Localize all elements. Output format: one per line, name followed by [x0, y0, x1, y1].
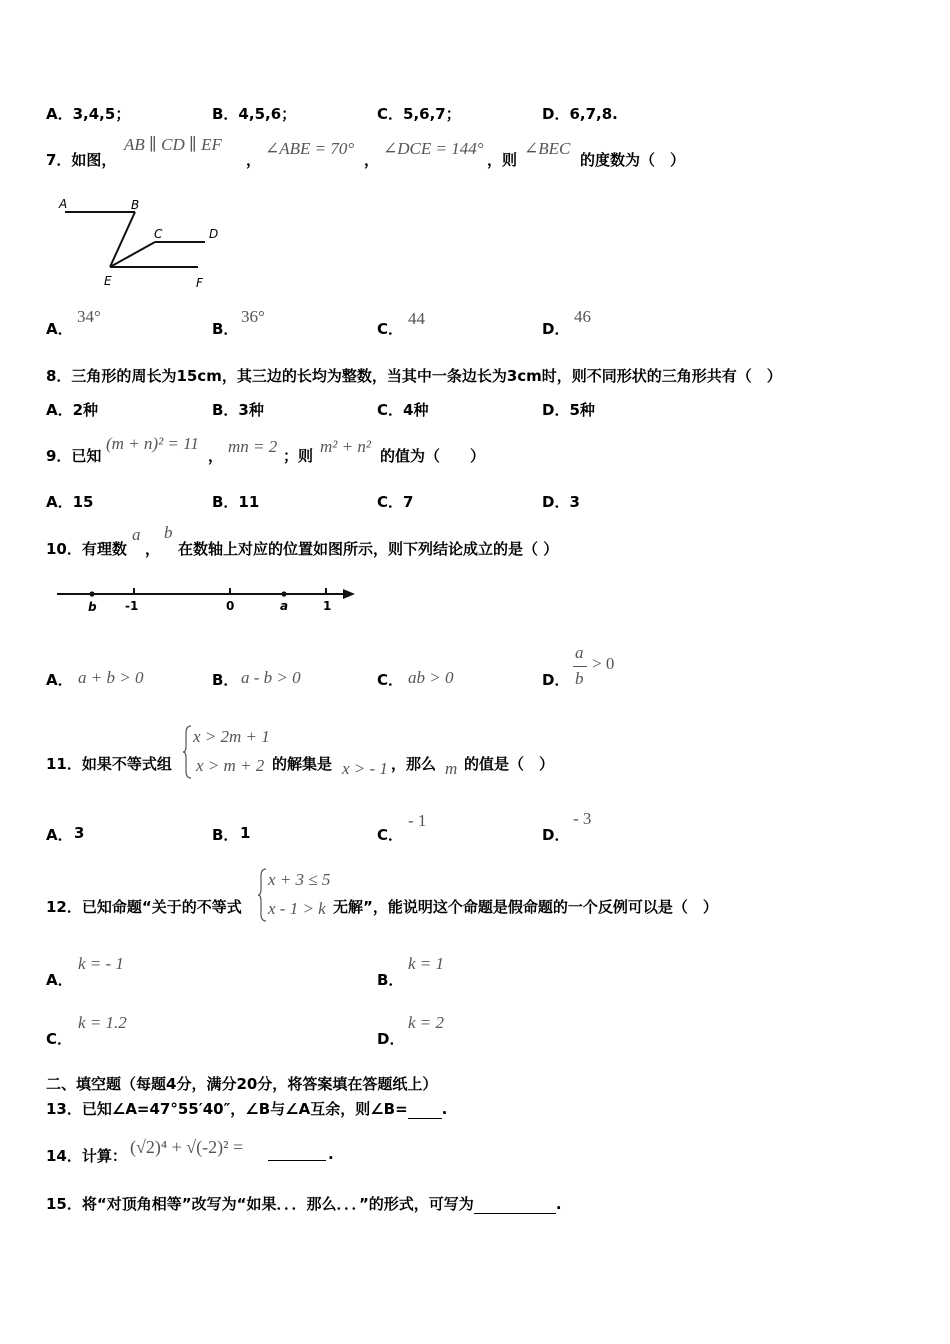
q10-option-a-label: A． — [46, 671, 73, 689]
q15-answer-blank[interactable] — [474, 1195, 556, 1214]
q9-suffix: 的值为（ ） — [380, 447, 486, 465]
q6-option-b: B．4,5,6； — [212, 105, 297, 123]
q11-option-c-label: C． — [377, 826, 404, 844]
q7-option-b-label: B． — [212, 320, 239, 338]
q7-then: ，则 — [487, 151, 518, 169]
q10-prefix: 10．有理数 — [46, 540, 127, 558]
section-2-heading: 二、填空题（每题4分，满分20分，将答案填在答题纸上） — [46, 1075, 438, 1093]
q12-option-c-value: k = 1.2 — [78, 1013, 127, 1032]
q8-stem: 8．三角形的周长为15cm，其三边的长均为整数，当其中一条边长为3cm时，则不同形状的三角形共有（ ） — [46, 367, 782, 385]
q7-geometry-figure — [55, 192, 245, 292]
q10-comma: ， — [145, 540, 161, 558]
label-a: A — [59, 197, 68, 211]
q10-option-d-numerator: a — [575, 643, 584, 662]
q11-option-b-value: 1 — [240, 824, 251, 842]
q7-prefix: 7．如图， — [46, 151, 117, 169]
q10-option-d-label: D． — [542, 671, 570, 689]
q14-end: . — [328, 1145, 334, 1163]
q11-system-line1: x > 2m + 1 — [193, 727, 270, 746]
q11-prefix: 11．如果不等式组 — [46, 755, 172, 773]
q12-system-line1: x + 3 ≤ 5 — [268, 870, 331, 889]
q11-option-c-value: - 1 — [408, 811, 427, 830]
q7-option-a-value: 34° — [77, 307, 101, 326]
q14-prefix: 14．计算： — [46, 1147, 127, 1165]
q12-option-b-label: B． — [377, 971, 404, 989]
q6-option-d: D．6,7,8. — [542, 105, 618, 123]
q12-system-line2: x - 1 > k — [268, 899, 326, 918]
q13-answer-blank[interactable] — [408, 1100, 442, 1119]
q12-option-a-label: A． — [46, 971, 73, 989]
q7-expr-parallel: AB ∥ CD ∥ EF — [124, 135, 222, 154]
q11-option-a-value: 3 — [74, 824, 85, 842]
q9-option-a: A．15 — [46, 493, 94, 511]
q7-option-b-value: 36° — [241, 307, 265, 326]
q11-solution: x > - 1 — [342, 759, 388, 778]
q10-option-c-label: C． — [377, 671, 404, 689]
fraction-bar — [573, 666, 587, 667]
q13-stem — [46, 1098, 447, 1119]
brace-icon — [182, 725, 192, 779]
q11-option-d-label: D． — [542, 826, 570, 844]
q9-expr-product: mn = 2 — [228, 437, 278, 456]
q12-option-a-value: k = - 1 — [78, 954, 124, 973]
q12-option-b-value: k = 1 — [408, 954, 445, 973]
q9-then: ；则 — [283, 447, 314, 465]
brace-icon — [257, 868, 267, 922]
q9-option-c: C．7 — [377, 493, 414, 511]
q7-sep-2: ， — [364, 151, 380, 169]
q11-mid: 的解集是 — [272, 755, 333, 773]
label-e: E — [104, 274, 112, 288]
q10-option-c-value: ab > 0 — [408, 668, 454, 687]
axis-label-b: b — [88, 600, 97, 614]
q7-option-d-value: 46 — [574, 307, 591, 326]
label-d: D — [209, 227, 219, 241]
q10-option-a-value: a + b > 0 — [78, 668, 144, 687]
q8-option-d: D．5种 — [542, 401, 595, 419]
q9-option-d: D．3 — [542, 493, 580, 511]
q8-option-b: B．3种 — [212, 401, 264, 419]
q10-suffix: 在数轴上对应的位置如图所示，则下列结论成立的是（ ） — [178, 540, 559, 558]
q10-option-b-value: a - b > 0 — [241, 668, 301, 687]
q9-option-b: B．11 — [212, 493, 260, 511]
q10-option-d-denominator: b — [575, 669, 584, 688]
q10-var-a: a — [132, 525, 141, 544]
q7-expr-angle-abe: ∠ABE = 70° — [265, 139, 355, 158]
q8-option-c: C．4种 — [377, 401, 429, 419]
q11-var-m: m — [445, 759, 458, 778]
axis-label-0: 0 — [226, 599, 235, 613]
q7-sep-1: ， — [246, 151, 262, 169]
axis-label-a: a — [280, 599, 289, 613]
q7-option-a-label: A． — [46, 320, 73, 338]
q7-expr-angle-bec: ∠BEC — [524, 139, 571, 158]
q12-option-c-label: C． — [46, 1030, 73, 1048]
q11-then: ，那么 — [391, 755, 437, 773]
q15-end: . — [555, 1195, 562, 1213]
q10-var-b: b — [164, 523, 173, 542]
q10-option-b-label: B． — [212, 671, 239, 689]
q11-suffix: 的值是（ ） — [464, 755, 555, 773]
q10-number-line — [55, 580, 360, 615]
q7-expr-angle-dce: ∠DCE = 144° — [383, 139, 484, 158]
q14-answer-blank[interactable] — [268, 1160, 326, 1161]
label-f: F — [196, 276, 203, 290]
q14-expression: (√2)⁴ + √(-2)² = — [130, 1137, 244, 1157]
label-b: B — [131, 198, 140, 212]
q11-option-b-label: B． — [212, 826, 239, 844]
label-c: C — [154, 227, 163, 241]
q12-suffix: 无解”，能说明这个命题是假命题的一个反例可以是（ ） — [333, 898, 718, 916]
q12-option-d-value: k = 2 — [408, 1013, 445, 1032]
q11-system-line2: x > m + 2 — [196, 756, 265, 775]
q12-option-d-label: D． — [377, 1030, 405, 1048]
q7-option-c-label: C． — [377, 320, 404, 338]
q15-stem — [46, 1193, 562, 1214]
q13-text: 13．已知∠A=47°55′40″，∠B与∠A互余，则∠B= — [46, 1100, 408, 1118]
axis-label-1: 1 — [323, 599, 332, 613]
q7-suffix: 的度数为（ ） — [580, 151, 686, 169]
axis-label-neg1: -1 — [125, 599, 139, 613]
q8-option-a: A．2种 — [46, 401, 99, 419]
q9-sep: ， — [208, 447, 224, 465]
q10-option-d-rest: > 0 — [592, 654, 615, 673]
q9-prefix: 9．已知 — [46, 447, 102, 465]
q12-prefix: 12．已知命题“关于的不等式 — [46, 898, 242, 916]
q15-text: 15．将“对顶角相等”改写为“如果．．．那么．．．”的形式，可写为 — [46, 1195, 474, 1213]
q7-option-d-label: D． — [542, 320, 570, 338]
q7-option-c-value: 44 — [408, 309, 425, 328]
q9-expr-sum-square: (m + n)² = 11 — [106, 434, 199, 453]
q13-end: . — [441, 1100, 448, 1118]
q6-option-a: A．3,4,5； — [46, 105, 131, 123]
q11-option-d-value: - 3 — [573, 809, 592, 828]
q9-expr-sum-squares: m² + n² — [320, 437, 371, 456]
q6-option-c: C．5,6,7； — [377, 105, 461, 123]
q11-option-a-label: A． — [46, 826, 73, 844]
